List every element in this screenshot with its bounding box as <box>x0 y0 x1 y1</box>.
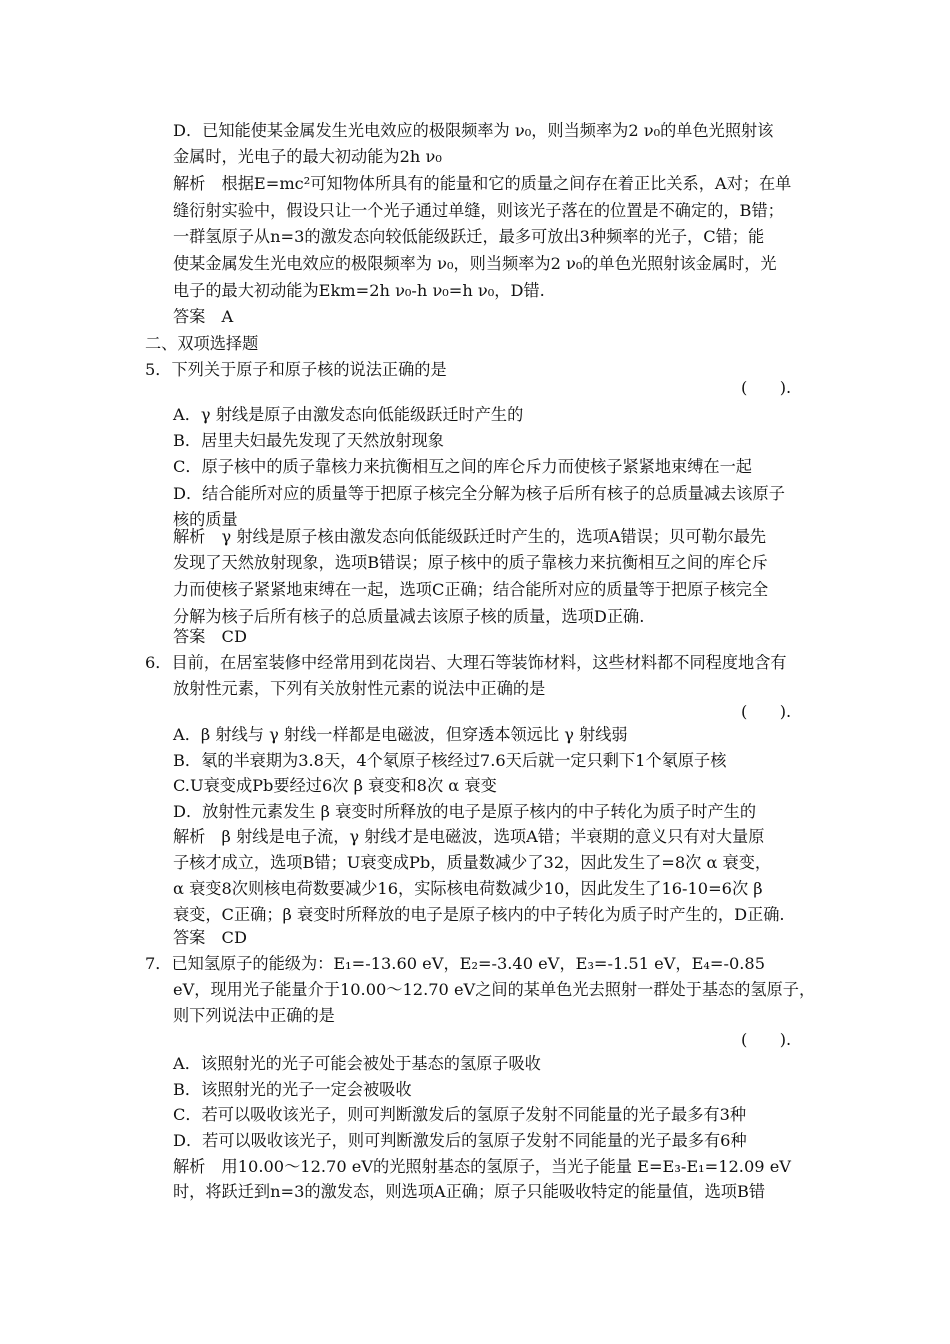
q4-explanation-line-5: 电子的最大初动能为Ekm=2h ν₀-h ν₀=h ν₀，D错. <box>173 281 545 300</box>
q5-explanation-line-2: 发现了天然放射现象，选项B错误；原子核中的质子靠核力来抗衡相互之间的库仑斥 <box>173 553 768 572</box>
q7-option-d: D．若可以吸收该光子，则可判断激发后的氢原子发射不同能量的光子最多有6种 <box>173 1131 747 1150</box>
q7-option-c: C．若可以吸收该光子，则可判断激发后的氢原子发射不同能量的光子最多有3种 <box>173 1105 747 1124</box>
q7-stem-line-2: eV，现用光子能量介于10.00～12.70 eV之间的某单色光去照射一群处于基态的氢原子， <box>173 980 816 999</box>
q6-stem-line-1: 6．目前，在居室装修中经常用到花岗岩、大理石等装饰材料，这些材料都不同程度地含有 <box>145 653 787 672</box>
q6-option-d: D．放射性元素发生 β 衰变时所释放的电子是原子核内的中子转化为质子时产生的 <box>173 802 757 821</box>
q7-option-b: B．该照射光的光子一定会被吸收 <box>173 1080 412 1099</box>
q7-explanation-line-2: 时，将跃迁到n=3的激发态，则选项A正确；原子只能吸收特定的能量值，选项B错 <box>173 1182 766 1201</box>
q5-option-b: B．居里夫妇最先发现了天然放射现象 <box>173 431 444 450</box>
q6-answer: 答案 CD <box>173 928 247 947</box>
q7-explanation-line-1: 解析 用10.00～12.70 eV的光照射基态的氢原子，当光子能量 E=E₃-E₁=12.09 eV <box>173 1157 791 1176</box>
q4-option-d-line-2: 金属时，光电子的最大初动能为2h ν₀ <box>173 147 442 166</box>
q6-option-a: A．β 射线与 γ 射线一样都是电磁波，但穿透本领远比 γ 射线弱 <box>173 725 628 744</box>
q6-explanation-line-2: 子核才成立，选项B错；U衰变成Pb，质量数减少了32，因此发生了=8次 α 衰变， <box>173 853 772 872</box>
q6-explanation-line-4: 衰变，C正确；β 衰变时所释放的电子是原子核内的中子转化为质子时产生的，D正确. <box>173 905 785 924</box>
q4-explanation-line-3: 一群氢原子从n=3的激发态向较低能级跃迁，最多可放出3种频率的光子，C错；能 <box>173 227 765 246</box>
q5-option-d-line-1: D．结合能所对应的质量等于把原子核完全分解为核子后所有核子的总质量减去该原子 <box>173 484 785 503</box>
q6-explanation-line-1: 解析 β 射线是电子流，γ 射线才是电磁波，选项A错；半衰期的意义只有对大量原 <box>173 827 765 846</box>
q5-explanation-line-3: 力而使核子紧紧地束缚在一起，选项C正确；结合能所对应的质量等于把原子核完全 <box>173 580 769 599</box>
q5-explanation-line-1: 解析 γ 射线是原子核由激发态向低能级跃迁时产生的，选项A错误；贝可勒尔最先 <box>173 527 767 546</box>
q5-option-d-line-2: 核的质量 <box>173 510 238 529</box>
q5-answer: 答案 CD <box>173 627 247 646</box>
q4-option-d-line-1: D．已知能使某金属发生光电效应的极限频率为 ν₀，则当频率为2 ν₀的单色光照射该 <box>173 121 774 140</box>
q6-explanation-line-3: α 衰变8次则核电荷数要减少16，实际核电荷数减少10，因此发生了16-10=6次 β <box>173 879 763 898</box>
q5-explanation-line-4: 分解为核子后所有核子的总质量减去该原子核的质量，选项D正确. <box>173 607 645 626</box>
q4-explanation-line-2: 缝衍射实验中，假设只让一个光子通过单缝，则该光子落在的位置是不确定的，B错； <box>173 201 784 220</box>
q4-explanation-line-4: 使某金属发生光电效应的极限频率为 ν₀，则当频率为2 ν₀的单色光照射该金属时，光 <box>173 254 777 273</box>
section-heading: 二、双项选择题 <box>145 334 259 353</box>
q7-option-a: A．该照射光的光子可能会被处于基态的氢原子吸收 <box>173 1054 541 1073</box>
q5-answer-blank: ( ). <box>741 378 792 397</box>
q6-answer-blank: ( ). <box>741 702 792 721</box>
q6-option-c: C.U衰变成Pb要经过6次 β 衰变和8次 α 衰变 <box>173 776 497 795</box>
q4-explanation-line-1: 解析 根据E=mc²可知物体所具有的能量和它的质量之间存在着正比关系，A对；在单 <box>173 174 792 193</box>
q6-stem-line-2: 放射性元素，下列有关放射性元素的说法中正确的是 <box>173 679 546 698</box>
q7-answer-blank: ( ). <box>741 1030 792 1049</box>
q5-stem: 5．下列关于原子和原子核的说法正确的是 <box>145 360 447 379</box>
q6-option-b: B．氡的半衰期为3.8天，4个氡原子核经过7.6天后就一定只剩下1个氡原子核 <box>173 751 727 770</box>
q4-answer: 答案 A <box>173 307 234 326</box>
q5-option-c: C．原子核中的质子靠核力来抗衡相互之间的库仑斥力而使核子紧紧地束缚在一起 <box>173 457 752 476</box>
q7-stem-line-3: 则下列说法中正确的是 <box>173 1006 335 1025</box>
q5-option-a: A．γ 射线是原子由激发态向低能级跃迁时产生的 <box>173 405 524 424</box>
q7-stem-line-1: 7．已知氢原子的能级为：E₁=-13.60 eV，E₂=-3.40 eV，E₃=-1.51 eV，E₄=-0.85 <box>145 954 765 973</box>
